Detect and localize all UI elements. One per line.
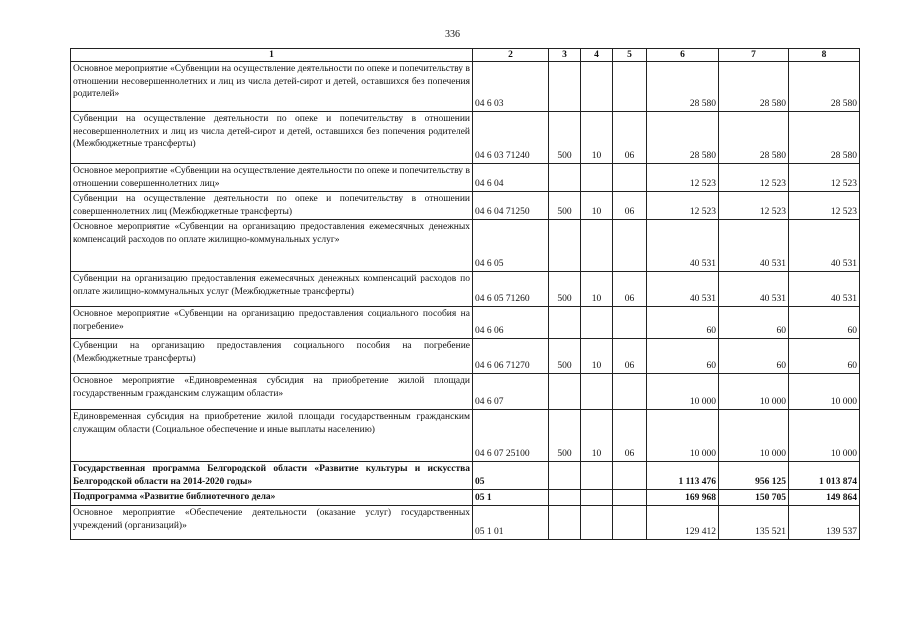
section-cell: [581, 220, 613, 272]
section-cell: [581, 490, 613, 506]
value-cell-year3: 12 523: [789, 192, 860, 220]
value-cell-year1: 28 580: [647, 112, 719, 164]
subsection-cell: [613, 490, 647, 506]
description-cell: Субвенции на организацию предоставления социального пособия на погребение (Межбюджетные трансферты): [71, 339, 473, 374]
value-cell-year1: 129 412: [647, 506, 719, 540]
value-cell-year3: 1 013 874: [789, 462, 860, 490]
value-cell-year1: 60: [647, 307, 719, 339]
description-cell: Субвенции на осуществление деятельности по опеке и попечительству в отношении совершеннолетних лиц (Межбюджетные трансферты): [71, 192, 473, 220]
value-cell-year3: 10 000: [789, 374, 860, 410]
column-header: 2: [473, 49, 549, 62]
section-cell: 10: [581, 339, 613, 374]
value-cell-year3: 40 531: [789, 272, 860, 307]
column-header: 8: [789, 49, 860, 62]
value-cell-year3: 12 523: [789, 164, 860, 192]
page-number: 336: [445, 29, 460, 40]
table-row: [71, 272, 860, 307]
value-cell-year1: 12 523: [647, 164, 719, 192]
type-cell: [549, 307, 581, 339]
code-cell: 04 6 06: [473, 307, 549, 339]
column-header: 1: [71, 49, 473, 62]
type-cell: 500: [549, 272, 581, 307]
subsection-cell: 06: [613, 272, 647, 307]
value-cell-year2: 60: [719, 339, 789, 374]
type-cell: [549, 164, 581, 192]
section-cell: [581, 506, 613, 540]
value-cell-year2: 10 000: [719, 374, 789, 410]
value-cell-year3: 28 580: [789, 112, 860, 164]
subsection-cell: 06: [613, 192, 647, 220]
value-cell-year1: 1 113 476: [647, 462, 719, 490]
table-row: [71, 62, 860, 112]
value-cell-year1: 60: [647, 339, 719, 374]
subsection-cell: [613, 506, 647, 540]
column-header: 4: [581, 49, 613, 62]
value-cell-year1: 28 580: [647, 62, 719, 112]
column-header: 6: [647, 49, 719, 62]
code-cell: 04 6 07: [473, 374, 549, 410]
subsection-cell: 06: [613, 410, 647, 462]
value-cell-year1: 12 523: [647, 192, 719, 220]
description-cell: Основное мероприятие «Субвенции на осуществление деятельности по опеке и попечительству в отношении несовершеннолетних и лиц из числа детей-сирот и детей, оставшихся без попечения родителей»: [71, 62, 473, 112]
value-cell-year1: 169 968: [647, 490, 719, 506]
value-cell-year1: 10 000: [647, 374, 719, 410]
description-cell: Государственная программа Белгородской области «Развитие культуры и искусства Белгородской области на 2014-2020 годы»: [71, 462, 473, 490]
subsection-cell: [613, 462, 647, 490]
value-cell-year2: 40 531: [719, 272, 789, 307]
value-cell-year1: 40 531: [647, 272, 719, 307]
description-cell: Основное мероприятие «Обеспечение деятельности (оказание услуг) государственных учреждений (организаций)»: [71, 506, 473, 540]
value-cell-year3: 139 537: [789, 506, 860, 540]
subsection-cell: [613, 62, 647, 112]
table-row: [71, 112, 860, 164]
value-cell-year2: 135 521: [719, 506, 789, 540]
section-cell: 10: [581, 410, 613, 462]
value-cell-year2: 12 523: [719, 164, 789, 192]
subsection-cell: [613, 220, 647, 272]
value-cell-year2: 28 580: [719, 112, 789, 164]
value-cell-year1: 10 000: [647, 410, 719, 462]
table-row: [71, 374, 860, 410]
type-cell: [549, 490, 581, 506]
type-cell: [549, 220, 581, 272]
description-cell: Основное мероприятие «Субвенции на организацию предоставления социального пособия на погребение»: [71, 307, 473, 339]
type-cell: [549, 62, 581, 112]
value-cell-year3: 60: [789, 307, 860, 339]
section-cell: 10: [581, 192, 613, 220]
section-cell: [581, 374, 613, 410]
section-cell: [581, 462, 613, 490]
value-cell-year2: 28 580: [719, 62, 789, 112]
value-cell-year2: 150 705: [719, 490, 789, 506]
value-cell-year3: 28 580: [789, 62, 860, 112]
table-row: [71, 339, 860, 374]
table-row: [71, 164, 860, 192]
description-cell: Субвенции на организацию предоставления ежемесячных денежных компенсаций расходов по оплате жилищно-коммунальных услуг (Межбюджетные трансферты): [71, 272, 473, 307]
description-cell: Субвенции на осуществление деятельности по опеке и попечительству в отношении несовершеннолетних и лиц из числа детей-сирот и детей, оставшихся без попечения родителей (Межбюджетные трансферты): [71, 112, 473, 164]
value-cell-year3: 10 000: [789, 410, 860, 462]
section-cell: 10: [581, 112, 613, 164]
section-cell: 10: [581, 272, 613, 307]
section-cell: [581, 307, 613, 339]
table-row: [71, 462, 860, 490]
table-header-row: [71, 49, 860, 62]
table-row: [71, 410, 860, 462]
code-cell: 04 6 05 71260: [473, 272, 549, 307]
table-row: [71, 192, 860, 220]
table-row: [71, 490, 860, 506]
value-cell-year1: 40 531: [647, 220, 719, 272]
description-cell: Подпрограмма «Развитие библиотечного дела»: [71, 490, 473, 506]
code-cell: 05 1: [473, 490, 549, 506]
description-cell: Единовременная субсидия на приобретение жилой площади государственным гражданским служащим области (Социальное обеспечение и иные выплаты населению): [71, 410, 473, 462]
value-cell-year2: 956 125: [719, 462, 789, 490]
description-cell: Основное мероприятие «Субвенции на осуществление деятельности по опеке и попечительству в отношении совершеннолетних лиц»: [71, 164, 473, 192]
value-cell-year2: 60: [719, 307, 789, 339]
value-cell-year3: 60: [789, 339, 860, 374]
type-cell: 500: [549, 410, 581, 462]
description-cell: Основное мероприятие «Единовременная субсидия на приобретение жилой площади государственным гражданским служащим области»: [71, 374, 473, 410]
code-cell: 04 6 07 25100: [473, 410, 549, 462]
subsection-cell: 06: [613, 339, 647, 374]
column-header: 3: [549, 49, 581, 62]
code-cell: 05 1 01: [473, 506, 549, 540]
subsection-cell: [613, 307, 647, 339]
code-cell: 04 6 04: [473, 164, 549, 192]
code-cell: 04 6 05: [473, 220, 549, 272]
value-cell-year2: 40 531: [719, 220, 789, 272]
value-cell-year2: 10 000: [719, 410, 789, 462]
value-cell-year3: 149 864: [789, 490, 860, 506]
type-cell: [549, 462, 581, 490]
type-cell: 500: [549, 339, 581, 374]
value-cell-year2: 12 523: [719, 192, 789, 220]
value-cell-year3: 40 531: [789, 220, 860, 272]
type-cell: [549, 506, 581, 540]
code-cell: 04 6 04 71250: [473, 192, 549, 220]
table-row: [71, 220, 860, 272]
column-header: 7: [719, 49, 789, 62]
type-cell: 500: [549, 112, 581, 164]
table-row: [71, 307, 860, 339]
code-cell: 04 6 03: [473, 62, 549, 112]
code-cell: 04 6 03 71240: [473, 112, 549, 164]
column-header: 5: [613, 49, 647, 62]
type-cell: 500: [549, 192, 581, 220]
subsection-cell: [613, 374, 647, 410]
subsection-cell: [613, 164, 647, 192]
code-cell: 04 6 06 71270: [473, 339, 549, 374]
section-cell: [581, 62, 613, 112]
description-cell: Основное мероприятие «Субвенции на организацию предоставления ежемесячных денежных компенсаций расходов по оплате жилищно-коммунальных услуг»: [71, 220, 473, 272]
subsection-cell: 06: [613, 112, 647, 164]
type-cell: [549, 374, 581, 410]
table-row: [71, 506, 860, 540]
budget-table: [70, 48, 860, 540]
section-cell: [581, 164, 613, 192]
code-cell: 05: [473, 462, 549, 490]
